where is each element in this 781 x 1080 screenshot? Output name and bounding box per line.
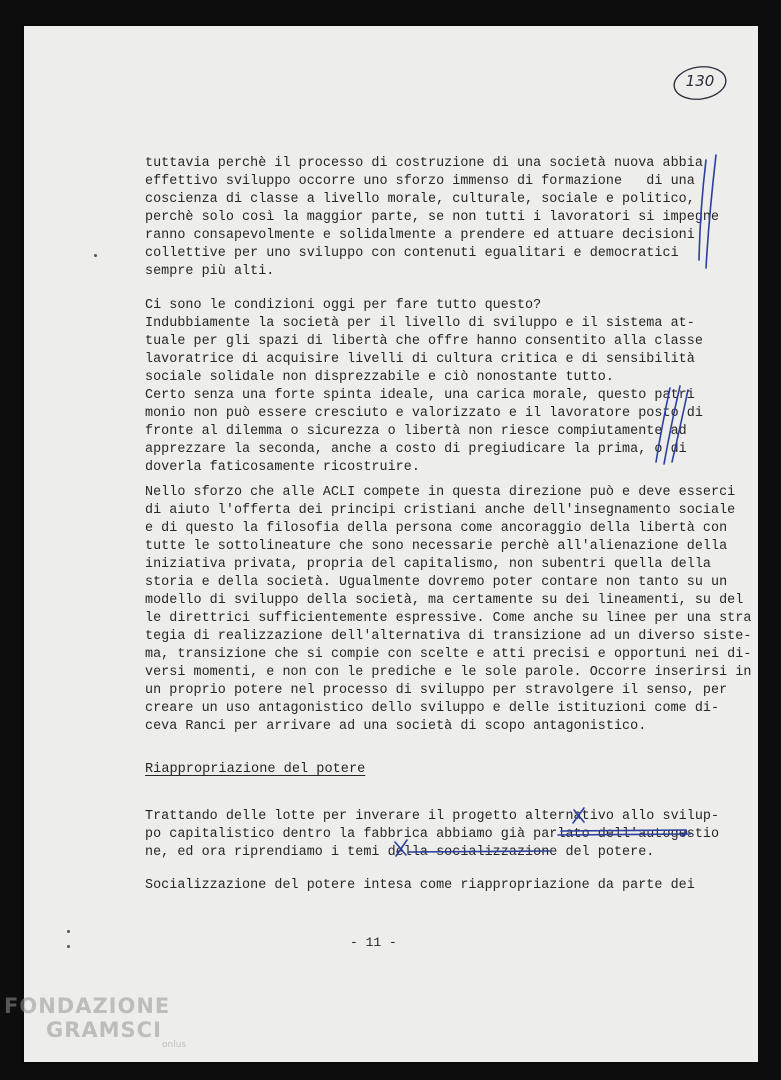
text-line: doverla faticosamente ricostruire.: [145, 460, 420, 475]
text-line: coscienza di classe a livello morale, culturale, sociale e politico,: [145, 192, 695, 207]
text-line: storia e della società. Ugualmente dovremo poter contare non tanto su un: [145, 575, 728, 590]
text-line: creare un uso antagonistico dello sviluppo e delle istituzioni come di-: [145, 701, 720, 716]
text-line: lavoratrice di acquisire livelli di cultura critica e di sensibilità: [145, 352, 695, 367]
text-line: Trattando delle lotte per inverare il progetto alternativo allo svilup-: [145, 809, 720, 824]
watermark-line-2: GRAMSCI: [46, 1018, 162, 1042]
text-line: po capitalistico dentro la fabbrica abbiamo già parlato dell'autogestio: [145, 827, 720, 842]
text-line: un proprio potere nel processo di sviluppo per stravolgere il senso, per: [145, 683, 728, 698]
text-line: Ci sono le condizioni oggi per fare tutto questo?: [145, 298, 542, 313]
text-line: effettivo sviluppo occorre uno sforzo immenso di formazione di una: [145, 174, 695, 189]
text-line: perchè solo così la maggior parte, se non tutti i lavoratori si impegne: [145, 210, 720, 225]
archive-watermark: [4, 994, 187, 1050]
text-line: modello di sviluppo della società, ma certamente su dei lineamenti, su del: [145, 593, 744, 608]
text-line: tuale per gli spazi di libertà che offre hanno consentito alla classe: [145, 334, 703, 349]
text-line: iniziativa privata, propria del capitalismo, non subentri quella della: [145, 557, 711, 572]
text-line: fronte al dilemma o sicurezza o libertà non riesce compiutamente ad: [145, 424, 687, 439]
text-line: versi momenti, e non con le prediche e le sole parole. Occorre inserirsi in: [145, 665, 752, 680]
text-line: tutte le sottolineature che sono necessarie perchè all'alienazione della: [145, 539, 728, 554]
page-footer-number: - 11 -: [350, 935, 397, 950]
text-line: Indubbiamente la società per il livello di sviluppo e il sistema at-: [145, 316, 695, 331]
punch-dot: [67, 930, 70, 933]
text-line: Nello sforzo che alle ACLI compete in questa direzione può e deve esserci: [145, 485, 736, 500]
text-line: apprezzare la seconda, anche a costo di pregiudicare la prima, o di: [145, 442, 687, 457]
archive-page-stamp-number: 130: [685, 72, 715, 90]
text-line: le direttrici sufficientemente espressive. Come anche su linee per una stra: [145, 611, 752, 626]
text-line: tegia di realizzazione dell'alternativa di transizione ad un diverso siste-: [145, 629, 752, 644]
section-heading: Riappropriazione del potere: [145, 762, 366, 777]
text-line: Certo senza una forte spinta ideale, una carica morale, questo patri: [145, 388, 695, 403]
text-line: sociale solidale non disprezzabile e ciò nonostante tutto.: [145, 370, 614, 385]
text-line: sempre più alti.: [145, 264, 275, 279]
text-line: di aiuto l'offerta dei principi cristiani anche dell'insegnamento sociale: [145, 503, 736, 518]
text-line: monio non può essere cresciuto e valorizzato e il lavoratore posto di: [145, 406, 703, 421]
text-line: ma, transizione che si compie con scelte e atti precisi e opportuni nei di-: [145, 647, 752, 662]
text-line: collettive per uno sviluppo con contenuti egualitari e democratici: [145, 246, 679, 261]
watermark-line-3: onlus: [162, 1040, 187, 1050]
watermark-line-1: FONDAZIONE: [4, 994, 171, 1018]
punch-dot: [94, 254, 97, 257]
text-line: Socializzazione del potere intesa come riappropriazione da parte dei: [145, 878, 695, 893]
text-line: ceva Ranci per arrivare ad una società di scopo antagonistico.: [145, 719, 647, 734]
text-line: ranno consapevolmente e solidalmente a prendere ed attuare decisioni: [145, 228, 695, 243]
punch-dot: [67, 945, 70, 948]
text-line: ne, ed ora riprendiamo i temi della socializzazione del potere.: [145, 845, 655, 860]
text-line: tuttavia perchè il processo di costruzione di una società nuova abbia: [145, 156, 703, 171]
archive-page-stamp: [672, 64, 728, 102]
text-line: e di questo la filosofia della persona come ancoraggio della libertà con: [145, 521, 728, 536]
